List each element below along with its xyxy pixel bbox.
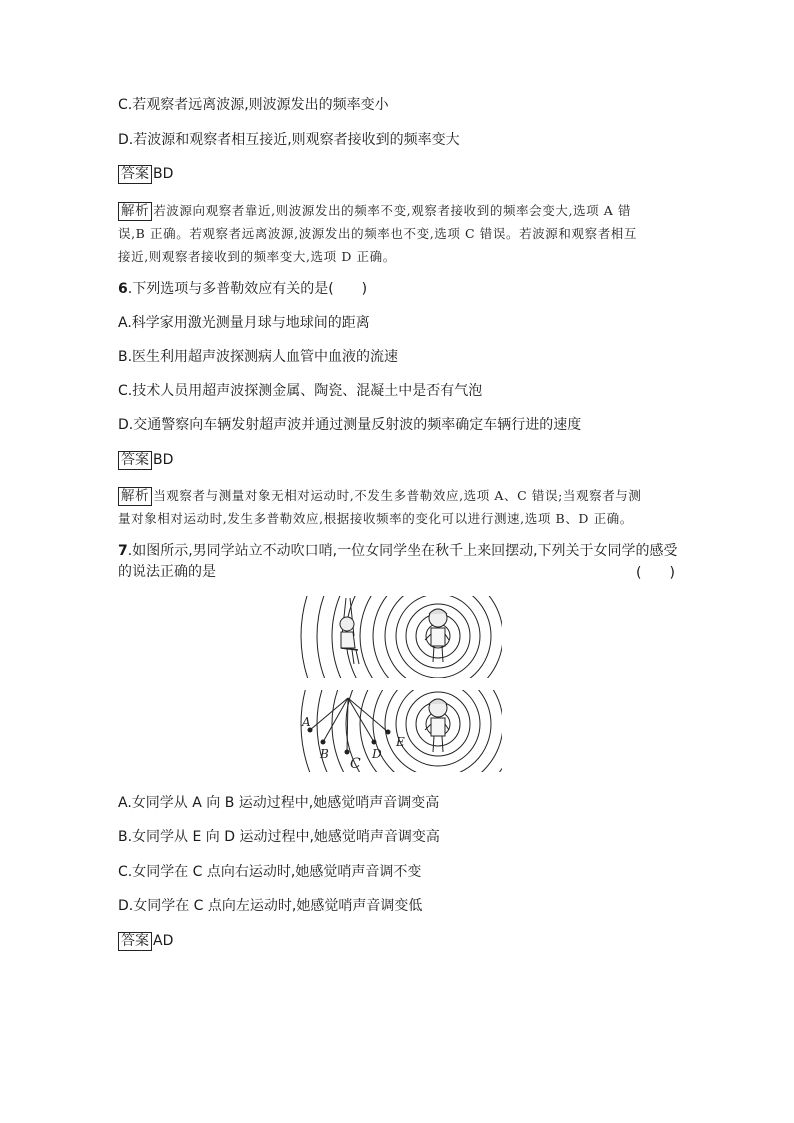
explain-label: 解析 xyxy=(118,487,152,506)
q7-option-b: B.女同学从 E 向 D 运动过程中,她感觉哨声音调变高 xyxy=(118,829,440,845)
question-number: 7 xyxy=(118,543,128,559)
q5-option-c: C.若观察者远离波源,则波源发出的频率变小 xyxy=(118,97,389,113)
answer-value: BD xyxy=(153,452,174,468)
explain-label: 解析 xyxy=(118,202,152,221)
label-e: E xyxy=(396,735,405,749)
q7-stem-line1 xyxy=(118,541,678,561)
q7-option-d: D.女同学在 C 点向左运动时,她感觉哨声音调变低 xyxy=(118,898,423,914)
label-c: C xyxy=(350,756,361,772)
point-c xyxy=(345,750,350,755)
explain-line: 量对象相对运动时,发生多普勒效应,根据接收频率的变化可以进行测速,选项 B、D 正确。 xyxy=(118,511,633,526)
label-b: B xyxy=(320,747,329,761)
q7-answer xyxy=(118,931,173,951)
explain-line: 误,B 正确。若观察者远离波源,波源发出的频率也不变,选项 C 错误。若波源和观察者相互 xyxy=(118,226,637,241)
q6-option-d: D.交通警察向车辆发射超声波并通过测量反射波的频率确定车辆行进的速度 xyxy=(118,417,582,433)
question-text: .如图所示,男同学站立不动吹口哨,一位女同学坐在秋千上来回摆动,下列关于女同学的感受 xyxy=(127,543,678,559)
answer-blank: ( ) xyxy=(636,565,675,581)
point-b xyxy=(321,740,326,745)
explain-line: 若波源向观察者靠近,则波源发出的频率不变,观察者接收到的频率会变大,选项 A 错 xyxy=(153,203,632,218)
q5-answer xyxy=(118,164,173,184)
q6-explanation xyxy=(118,484,678,530)
question-text: .下列选项与多普勒效应有关的是( ) xyxy=(127,281,368,297)
girl-on-swing-icon xyxy=(340,598,359,664)
answer-label: 答案 xyxy=(118,451,152,470)
label-a: A xyxy=(302,715,311,729)
figure-bottom-panel xyxy=(292,690,502,772)
point-d xyxy=(372,740,377,745)
q7-option-c: C.女同学在 C 点向右运动时,她感觉哨声音调不变 xyxy=(118,864,422,880)
q7-stem-line2: 的说法正确的是 xyxy=(118,564,216,580)
q5-explanation xyxy=(118,199,678,268)
answer-label: 答案 xyxy=(118,165,152,184)
q6-stem xyxy=(118,279,367,299)
q6-option-b: B.医生利用超声波探测病人血管中血液的流速 xyxy=(118,349,399,365)
q6-option-c: C.技术人员用超声波探测金属、陶瓷、混凝土中是否有气泡 xyxy=(118,383,483,399)
q6-answer xyxy=(118,450,173,470)
answer-value: AD xyxy=(153,933,174,949)
q6-option-a: A.科学家用激光测量月球与地球间的距离 xyxy=(118,315,370,331)
q7-option-a: A.女同学从 A 向 B 运动过程中,她感觉哨声音调变高 xyxy=(118,795,440,811)
explain-line: 当观察者与测量对象无相对运动时,不发生多普勒效应,选项 A、C 错误;当观察者与测 xyxy=(153,488,642,503)
figure-top-panel xyxy=(292,596,502,678)
q5-option-d: D.若波源和观察者相互接近,则观察者接收到的频率变大 xyxy=(118,132,460,148)
question-number: 6 xyxy=(118,281,128,297)
point-e xyxy=(386,730,391,735)
label-d: D xyxy=(372,747,382,761)
answer-value: BD xyxy=(153,166,174,182)
answer-label: 答案 xyxy=(118,932,152,951)
boy-whistling-icon xyxy=(425,609,449,662)
explain-line: 接近,则观察者接收到的频率变大,选项 D 正确。 xyxy=(118,249,396,264)
